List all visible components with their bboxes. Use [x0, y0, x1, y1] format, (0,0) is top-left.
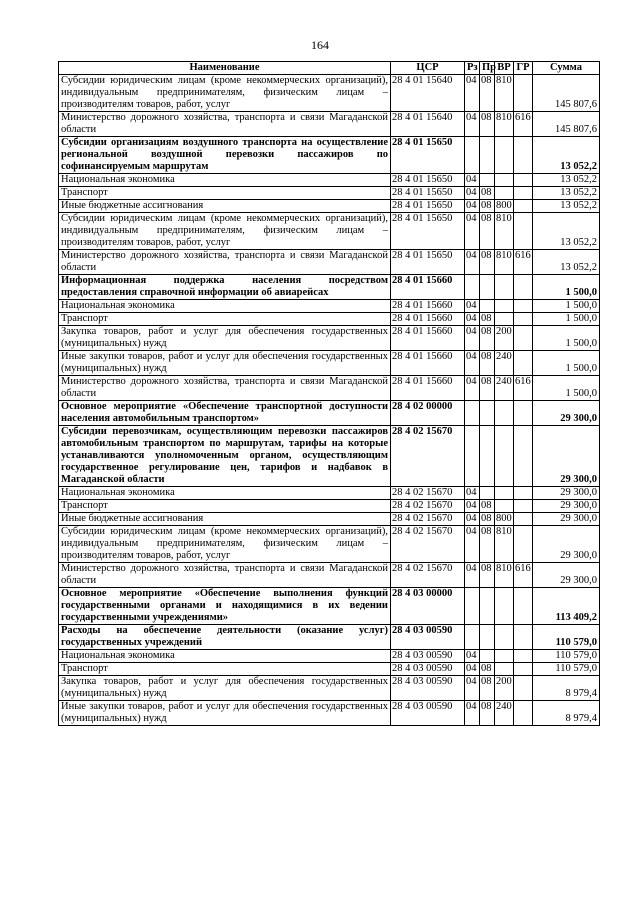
cell-csr: 28 4 02 15670 — [391, 426, 465, 487]
cell-vr — [495, 588, 514, 625]
cell-sum: 113 409,2 — [533, 588, 600, 625]
cell-rz: 04 — [465, 563, 480, 588]
cell-csr: 28 4 01 15660 — [391, 326, 465, 351]
cell-sum: 29 300,0 — [533, 401, 600, 426]
cell-sum: 8 979,4 — [533, 676, 600, 701]
header-name: Наименование — [59, 62, 391, 75]
cell-rz: 04 — [465, 351, 480, 376]
cell-sum: 13 052,2 — [533, 213, 600, 250]
cell-gr — [514, 500, 533, 513]
cell-rz — [465, 426, 480, 487]
cell-rz: 04 — [465, 500, 480, 513]
cell-pr: 08 — [480, 112, 495, 137]
cell-rz: 04 — [465, 513, 480, 526]
cell-gr — [514, 663, 533, 676]
cell-rz: 04 — [465, 313, 480, 326]
cell-sum: 13 052,2 — [533, 137, 600, 174]
cell-vr: 800 — [496, 200, 512, 211]
cell-sum: 1 500,0 — [533, 376, 600, 401]
cell-csr: 28 4 03 00590 — [391, 663, 465, 676]
cell-vr — [495, 650, 514, 663]
table-row — [59, 625, 600, 650]
cell-pr: 08 — [480, 500, 495, 513]
cell-gr — [514, 526, 533, 563]
cell-sum: 29 300,0 — [533, 563, 600, 588]
cell-pr — [480, 401, 495, 426]
cell-name: Закупка товаров, работ и услуг для обеспечения государственных (муниципальных) нужд — [59, 326, 391, 351]
budget-table — [58, 61, 600, 726]
cell-vr — [495, 300, 514, 313]
cell-vr — [495, 663, 514, 676]
cell-gr: 616 — [514, 563, 533, 588]
cell-gr — [514, 650, 533, 663]
cell-gr — [514, 200, 533, 213]
cell-vr: 810 — [495, 563, 514, 588]
cell-sum: 29 300,0 — [533, 487, 600, 500]
cell-name: Субсидии юридическим лицам (кроме некоммерческих организаций), индивидуальным предпринимателям, физическим лицам – производителям товаров, работ, услуг — [59, 526, 391, 563]
cell-pr: 08 — [480, 213, 495, 250]
cell-gr — [514, 75, 533, 112]
table-row — [59, 376, 600, 401]
cell-sum: 110 579,0 — [533, 663, 600, 676]
cell-pr: 08 — [480, 701, 495, 726]
cell-sum: 1 500,0 — [533, 275, 600, 300]
cell-sum: 1 500,0 — [533, 326, 600, 351]
table-row — [59, 75, 600, 112]
table-row — [59, 326, 600, 351]
cell-vr — [495, 426, 514, 487]
header-gr: ГР — [514, 62, 533, 75]
cell-name: Национальная экономика — [59, 174, 391, 187]
cell-name: Иные бюджетные ассигнования — [59, 513, 391, 526]
cell-vr — [495, 174, 514, 187]
cell-gr — [514, 351, 533, 376]
cell-vr: 200 — [495, 326, 514, 351]
table-row — [59, 213, 600, 250]
cell-pr — [480, 650, 495, 663]
cell-sum: 1 500,0 — [533, 300, 600, 313]
cell-vr: 240 — [495, 701, 514, 726]
cell-gr — [514, 300, 533, 313]
table-row — [59, 526, 600, 563]
cell-pr: 08 — [480, 326, 495, 351]
cell-sum: 29 300,0 — [533, 526, 600, 563]
cell-rz: 04 — [465, 112, 480, 137]
cell-name: Транспорт — [59, 187, 391, 200]
table-row — [59, 187, 600, 200]
cell-rz: 04 — [465, 676, 480, 701]
cell-gr — [514, 326, 533, 351]
cell-name: Субсидии перевозчикам, осуществляющим перевозки пассажиров автомобильным транспортом по маршрутам, тарифы на которые устанавливаются уполномоченным органом, осуществляющим государственное регулирование цен, тарифов и надбавок в Магаданской области — [59, 426, 391, 487]
cell-vr — [495, 313, 514, 326]
table-row — [59, 112, 600, 137]
cell-pr — [480, 137, 495, 174]
header-sum: Сумма — [533, 62, 600, 75]
cell-vr — [495, 401, 514, 426]
cell-csr: 28 4 02 15670 — [391, 487, 465, 500]
cell-gr — [514, 487, 533, 500]
cell-csr: 28 4 03 00590 — [391, 650, 465, 663]
cell-rz — [465, 401, 480, 426]
cell-pr: 08 — [480, 200, 495, 213]
cell-pr — [480, 174, 495, 187]
cell-sum: 145 807,6 — [533, 75, 600, 112]
cell-rz: 04 — [465, 650, 480, 663]
cell-rz: 04 — [465, 187, 480, 200]
cell-csr: 28 4 03 00590 — [391, 625, 465, 650]
cell-sum: 145 807,6 — [533, 112, 600, 137]
cell-csr: 28 4 02 00000 — [391, 401, 465, 426]
cell-name: Основное мероприятие «Обеспечение транспортной доступности населения автомобильным транспортом» — [59, 401, 391, 426]
cell-name: Национальная экономика — [59, 487, 391, 500]
cell-gr: 616 — [514, 250, 533, 275]
cell-name: Субсидии юридическим лицам (кроме некоммерческих организаций), индивидуальным предпринимателям, физическим лицам – производителям товаров, работ, услуг — [59, 213, 391, 250]
cell-sum: 1 500,0 — [533, 313, 600, 326]
cell-vr: 810 — [495, 112, 514, 137]
cell-csr: 28 4 01 15650 — [391, 174, 465, 187]
cell-rz — [465, 588, 480, 625]
cell-pr: 08 — [480, 75, 495, 112]
cell-csr: 28 4 03 00590 — [391, 701, 465, 726]
cell-sum: 29 300,0 — [533, 500, 600, 513]
cell-gr — [514, 676, 533, 701]
table-row — [59, 351, 600, 376]
cell-pr — [480, 300, 495, 313]
cell-sum: 13 052,2 — [533, 200, 600, 213]
cell-name: Транспорт — [59, 500, 391, 513]
cell-rz: 04 — [465, 663, 480, 676]
cell-csr: 28 4 02 15670 — [391, 526, 465, 563]
cell-vr: 810 — [495, 213, 514, 250]
cell-pr: 08 — [480, 676, 495, 701]
cell-gr — [514, 313, 533, 326]
cell-csr: 28 4 01 15650 — [391, 250, 465, 275]
cell-pr: 08 — [480, 376, 495, 401]
cell-rz: 04 — [465, 701, 480, 726]
cell-sum: 13 052,2 — [533, 187, 600, 200]
cell-csr: 28 4 02 15670 — [391, 500, 465, 513]
cell-rz: 04 — [465, 174, 480, 187]
table-row — [59, 563, 600, 588]
cell-gr — [514, 401, 533, 426]
cell-gr: 616 — [514, 376, 533, 401]
cell-name: Транспорт — [59, 663, 391, 676]
cell-pr — [480, 625, 495, 650]
cell-name: Иные бюджетные ассигнования — [59, 200, 391, 213]
cell-gr — [514, 625, 533, 650]
cell-pr — [480, 588, 495, 625]
header-rz: Рз — [465, 62, 480, 75]
cell-vr — [495, 187, 514, 200]
cell-gr — [514, 213, 533, 250]
table-row — [59, 426, 600, 487]
cell-rz: 04 — [465, 213, 480, 250]
cell-rz: 04 — [465, 250, 480, 275]
cell-csr: 28 4 03 00590 — [391, 676, 465, 701]
cell-sum: 13 052,2 — [533, 250, 600, 275]
cell-vr — [495, 487, 514, 500]
cell-vr: 240 — [495, 351, 514, 376]
cell-rz — [465, 625, 480, 650]
cell-pr: 08 — [480, 526, 495, 563]
cell-csr: 28 4 01 15660 — [391, 351, 465, 376]
cell-name: Субсидии юридическим лицам (кроме некоммерческих организаций), индивидуальным предпринимателям, физическим лицам – производителям товаров, работ, услуг — [59, 75, 391, 112]
cell-pr: 08 — [480, 313, 495, 326]
cell-rz — [465, 275, 480, 300]
cell-name: Основное мероприятие «Обеспечение выполнения функций государственными органами и находящимися в их ведении государственными учреждениями» — [59, 588, 391, 625]
table-row — [59, 401, 600, 426]
cell-gr — [514, 275, 533, 300]
cell-vr — [495, 500, 514, 513]
cell-sum: 1 500,0 — [533, 351, 600, 376]
cell-pr — [480, 426, 495, 487]
table-row — [59, 676, 600, 701]
cell-vr: 810 — [495, 250, 514, 275]
cell-csr: 28 4 01 15640 — [391, 75, 465, 112]
cell-gr — [514, 701, 533, 726]
cell-sum: 110 579,0 — [533, 650, 600, 663]
cell-name: Закупка товаров, работ и услуг для обеспечения государственных (муниципальных) нужд — [59, 676, 391, 701]
cell-gr — [514, 137, 533, 174]
cell-rz: 04 — [465, 75, 480, 112]
cell-sum: 110 579,0 — [533, 625, 600, 650]
header-vr: ВР — [495, 62, 514, 75]
cell-name: Информационная поддержка населения посредством предоставления справочной информации об авиарейсах — [59, 275, 391, 300]
table-row — [59, 701, 600, 726]
table-row — [59, 200, 600, 213]
cell-name: Субсидии организациям воздушного транспорта на осуществление региональной воздушной перевозки пассажиров по софинансируемым маршрутам — [59, 137, 391, 174]
cell-name: Транспорт — [59, 313, 391, 326]
table-row — [59, 663, 600, 676]
cell-rz — [465, 137, 480, 174]
cell-name: Расходы на обеспечение деятельности (оказание услуг) государственных учреждений — [59, 625, 391, 650]
cell-gr — [514, 513, 533, 526]
cell-vr — [495, 625, 514, 650]
cell-vr — [495, 275, 514, 300]
cell-vr — [495, 137, 514, 174]
table-row — [59, 137, 600, 174]
table-row — [59, 250, 600, 275]
cell-csr: 28 4 01 15650 — [391, 137, 465, 174]
cell-rz: 04 — [465, 326, 480, 351]
cell-vr: 810 — [495, 75, 514, 112]
cell-csr: 28 4 01 15650 — [391, 187, 465, 200]
cell-pr: 08 — [480, 663, 495, 676]
table-row — [59, 275, 600, 300]
cell-csr: 28 4 01 15660 — [391, 300, 465, 313]
cell-name: Министерство дорожного хозяйства, транспорта и связи Магаданской области — [59, 250, 391, 275]
cell-rz: 04 — [465, 200, 480, 213]
cell-rz: 04 — [465, 487, 480, 500]
cell-name: Национальная экономика — [59, 300, 391, 313]
table-header-row — [59, 62, 600, 75]
cell-csr: 28 4 01 15660 — [391, 275, 465, 300]
table-row — [59, 513, 600, 526]
table-body — [59, 75, 600, 726]
cell-gr — [514, 588, 533, 625]
cell-csr: 28 4 01 15640 — [391, 112, 465, 137]
cell-gr — [514, 187, 533, 200]
cell-rz: 04 — [465, 526, 480, 563]
cell-gr: 616 — [514, 112, 533, 137]
table-row — [59, 487, 600, 500]
cell-csr: 28 4 03 00000 — [391, 588, 465, 625]
table-row — [59, 500, 600, 513]
page-number: 164 — [311, 38, 329, 52]
cell-csr: 28 4 01 15650 — [391, 213, 465, 250]
cell-sum: 13 052,2 — [533, 174, 600, 187]
cell-name: Иные закупки товаров, работ и услуг для обеспечения государственных (муниципальных) нужд — [59, 701, 391, 726]
cell-csr: 28 4 01 15660 — [391, 376, 465, 401]
cell-name: Министерство дорожного хозяйства, транспорта и связи Магаданской области — [59, 376, 391, 401]
cell-name: Иные закупки товаров, работ и услуг для обеспечения государственных (муниципальных) нужд — [59, 351, 391, 376]
cell-csr: 28 4 01 15650 — [391, 200, 465, 213]
cell-pr: 08 — [480, 513, 495, 526]
cell-pr: 08 — [480, 351, 495, 376]
cell-pr: 08 — [480, 250, 495, 275]
header-csr: ЦСР — [391, 62, 465, 75]
cell-vr: 200 — [495, 676, 514, 701]
cell-pr — [480, 275, 495, 300]
cell-pr: 08 — [480, 563, 495, 588]
cell-name: Министерство дорожного хозяйства, транспорта и связи Магаданской области — [59, 563, 391, 588]
cell-gr — [514, 174, 533, 187]
cell-vr: 810 — [495, 526, 514, 563]
cell-name: Министерство дорожного хозяйства, транспорта и связи Магаданской области — [59, 112, 391, 137]
table-row — [59, 588, 600, 625]
cell-name: Национальная экономика — [59, 650, 391, 663]
cell-csr: 28 4 01 15660 — [391, 313, 465, 326]
cell-gr — [514, 426, 533, 487]
cell-rz: 04 — [465, 300, 480, 313]
cell-sum: 8 979,4 — [533, 701, 600, 726]
cell-sum: 29 300,0 — [533, 513, 600, 526]
cell-csr: 28 4 02 15670 — [391, 513, 465, 526]
cell-pr — [480, 487, 495, 500]
table-row — [59, 650, 600, 663]
cell-pr: 08 — [480, 187, 495, 200]
cell-vr: 240 — [495, 376, 514, 401]
cell-rz: 04 — [465, 376, 480, 401]
table-row — [59, 300, 600, 313]
table-row — [59, 174, 600, 187]
table-row — [59, 313, 600, 326]
cell-vr: 800 — [496, 513, 512, 524]
header-pr: Пр — [480, 62, 495, 75]
cell-sum: 29 300,0 — [533, 426, 600, 487]
cell-csr: 28 4 02 15670 — [391, 563, 465, 588]
